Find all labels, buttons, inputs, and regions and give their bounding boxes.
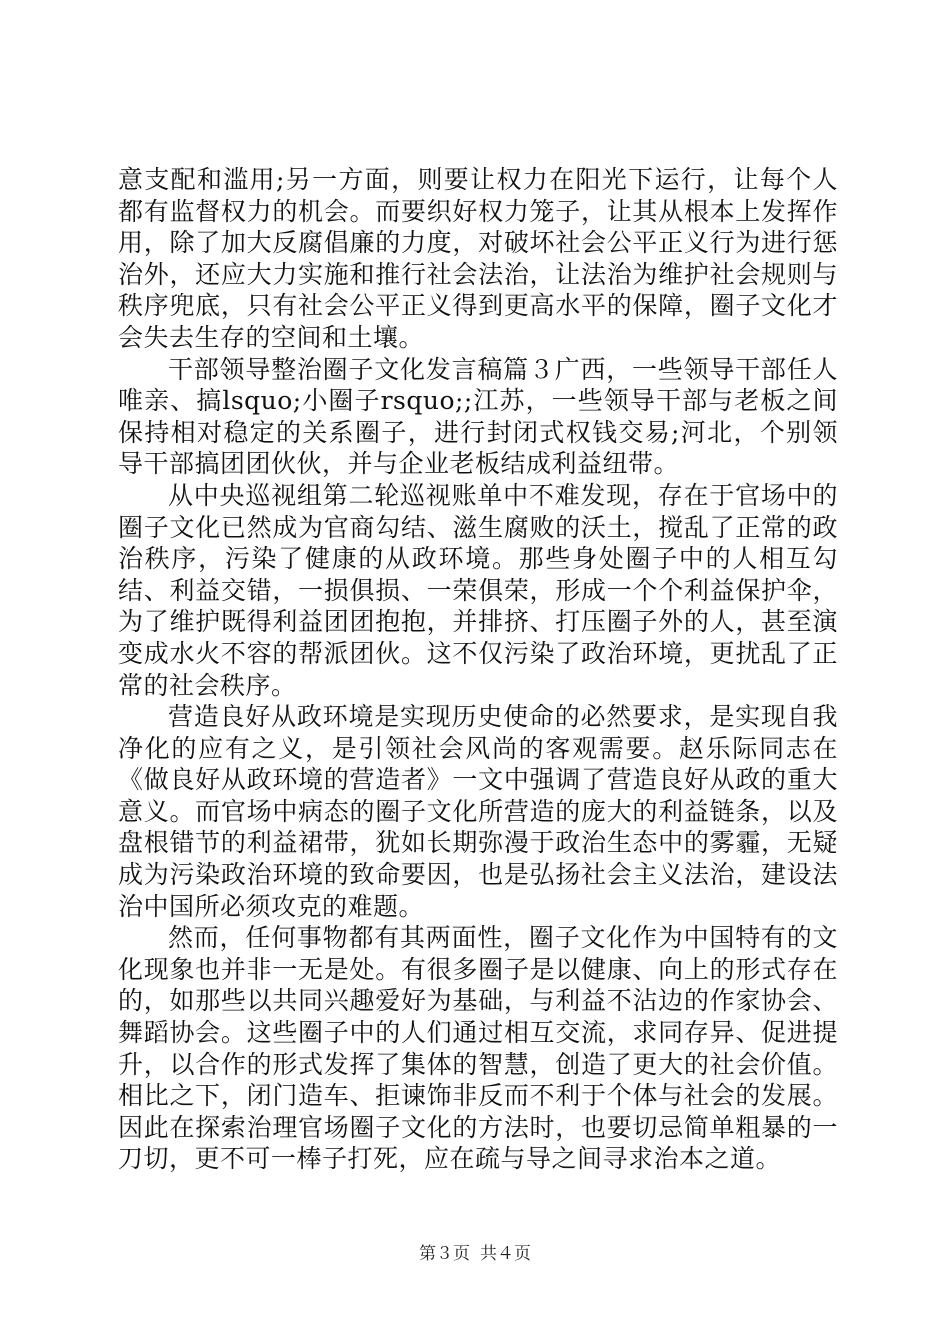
paragraph: 从中央巡视组第二轮巡视账单中不难发现，存在于官场中的圈子文化已然成为官商勾结、滋生腐败的沃土，搅乱了正常的政治秩序，污染了健康的从政环境。那些身处圈子中的人相互勾结、利益交错，一损俱损、一荣俱荣，形成一个个利益保护伞，为了维护既得利益团团抱抱，并排挤、打压圈子外的人，甚至演变成水火不容的帮派团伙。这不仅污染了政治环境，更扰乱了正常的社会秩序。 [118,480,838,700]
page-number: 第３页 [419,1244,470,1264]
page-total: 共４页 [480,1244,531,1264]
paragraph: 意支配和滥用;另一方面，则要让权力在阳光下运行，让每个人都有监督权力的机会。而要织好权力笼子，让其从根本上发挥作用，除了加大反腐倡廉的力度，对破坏社会公平正义行为进行惩治外，还应大力实施和推行社会法治，让法治为维护社会规则与秩序兜底，只有社会公平正义得到更高水平的保障，圈子文化才会失去生存的空间和土壤。 [118,165,838,352]
document-body [118,164,838,1175]
paragraph: 然而，任何事物都有其两面性，圈子文化作为中国特有的文化现象也并非一无是处。有很多圈子是以健康、向上的形式存在的，如那些以共同兴趣爱好为基础，与利益不沾边的作家协会、舞蹈协会。这些圈子中的人们通过相互交流，求同存异、促进提升，以合作的形式发挥了集体的智慧，创造了更大的社会价值。相比之下，闭门造车、拒谏饰非反而不利于个体与社会的发展。因此在探索治理官场圈子文化的方法时，也要切忌简单粗暴的一刀切，更不可一棒子打死，应在疏与导之间寻求治本之道。 [118,923,838,1174]
paragraph: 营造良好从政环境是实现历史使命的必然要求，是实现自我净化的应有之义，是引领社会风尚的客观需要。赵乐际同志在《做良好从政环境的营造者》一文中强调了营造良好从政的重大意义。而官场中病态的圈子文化所营造的庞大的利益链条，以及盘根错节的利益裙带，犹如长期弥漫于政治生态中的雾霾，无疑成为污染政治环境的致命要因，也是弘扬社会主义法治，建设法治中国所必须攻克的难题。 [118,702,838,921]
page-footer [0,1239,950,1264]
paragraph: 干部领导整治圈子文化发言稿篇３广西，一些领导干部任人唯亲、搞lsquo;小圈子rsquo;;江苏，一些领导干部与老板之间保持相对稳定的关系圈子，进行封闭式权钱交易;河北，个别领导干部搞团团伙伙，并与企业老板结成利益纽带。 [118,354,838,479]
